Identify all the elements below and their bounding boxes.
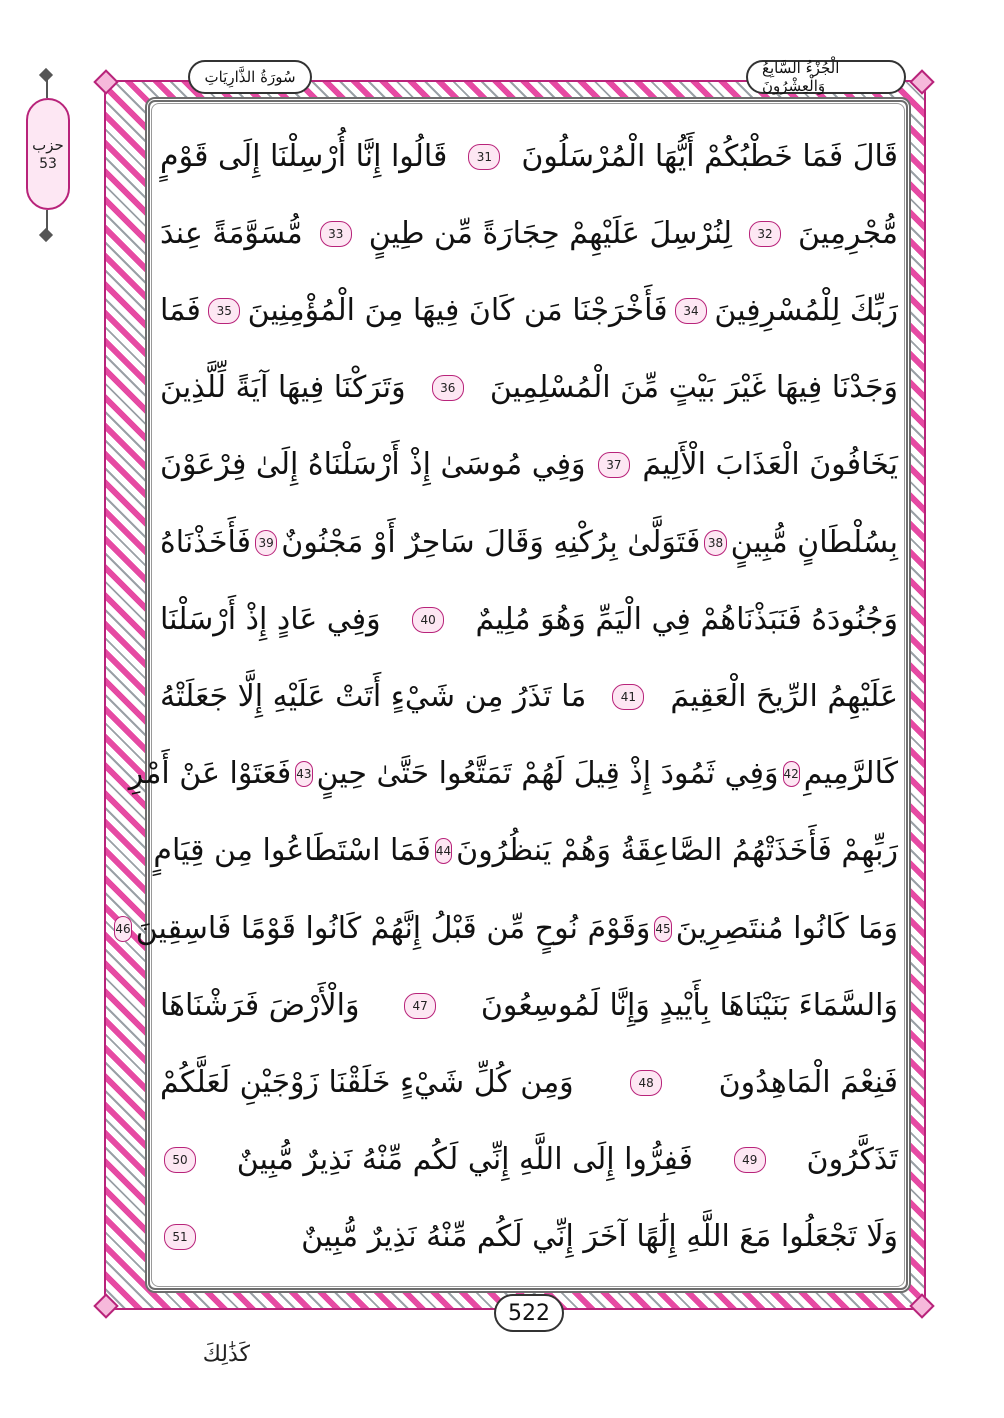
verse-text: وَمَا كَانُوا مُنتَصِرِينَ bbox=[675, 910, 898, 946]
ayah-number-marker: 31 bbox=[468, 144, 500, 170]
ayah-number-marker: 35 bbox=[208, 298, 240, 324]
hizb-label: حزب bbox=[32, 136, 64, 154]
text-line bbox=[128, 746, 898, 802]
verse-text: فَعَتَوْا عَنْ أَمْرِ bbox=[128, 756, 292, 792]
ayah-number-marker: 44 bbox=[435, 838, 452, 864]
ayah-number-marker: 40 bbox=[412, 607, 444, 633]
verse-text: رَبِّهِمْ فَأَخَذَتْهُمُ الصَّاعِقَةُ وَهُمْ يَنظُرُونَ bbox=[456, 833, 898, 869]
verse-text: وَتَرَكْنَا فِيهَا آيَةً لِّلَّذِينَ bbox=[160, 370, 406, 406]
quran-text bbox=[115, 118, 898, 1276]
verse-text: فَنِعْمَ الْمَاهِدُونَ bbox=[718, 1065, 898, 1100]
ayah-number-marker: 46 bbox=[114, 916, 131, 942]
verse-text: فَمَا اسْتَطَاعُوا مِن قِيَامٍ bbox=[153, 833, 431, 869]
ayah-number-marker: 43 bbox=[295, 761, 312, 787]
ayah-number-marker: 37 bbox=[598, 452, 630, 478]
juz-name-header: الْجُزْءُ السَّابِعُ وَالْعِشْرُونَ bbox=[746, 60, 906, 94]
ayah-number-marker: 32 bbox=[749, 221, 781, 247]
verse-text: فَمَا bbox=[160, 293, 201, 328]
hizb-marker bbox=[26, 98, 70, 210]
ayah-number-marker: 48 bbox=[630, 1070, 662, 1096]
verse-text: مُّجْرِمِينَ bbox=[798, 215, 898, 251]
verse-text: مُّسَوَّمَةً عِندَ bbox=[160, 215, 303, 251]
text-line bbox=[160, 283, 898, 339]
verse-text: وَمِن كُلِّ شَيْءٍ خَلَقْنَا زَوْجَيْنِ لَعَلَّكُمْ bbox=[160, 1065, 574, 1100]
ayah-number-marker: 49 bbox=[734, 1147, 766, 1173]
ayah-number-marker: 50 bbox=[164, 1147, 196, 1173]
verse-text: وَفِي عَادٍ إِذْ أَرْسَلْنَا bbox=[160, 601, 381, 637]
verse-text: وَالْأَرْضَ فَرَشْنَاهَا bbox=[160, 987, 360, 1023]
verse-text: وَفِي ثَمُودَ إِذْ قِيلَ لَهُمْ تَمَتَّعُوا حَتَّىٰ حِينٍ bbox=[316, 756, 779, 792]
hizb-diamond-bottom bbox=[39, 228, 53, 242]
text-line bbox=[160, 1055, 898, 1111]
ayah-number-marker: 42 bbox=[783, 761, 800, 787]
text-line bbox=[153, 823, 898, 879]
verse-text: كَالرَّمِيمِ bbox=[803, 756, 898, 792]
ayah-number-marker: 51 bbox=[164, 1224, 196, 1250]
verse-text: فَأَخَذْنَاهُ bbox=[160, 524, 251, 560]
verse-text: يَخَافُونَ الْعَذَابَ الْأَلِيمَ bbox=[642, 447, 898, 483]
ayah-number-marker: 36 bbox=[432, 375, 464, 401]
hizb-diamond-top bbox=[39, 68, 53, 82]
verse-text: وَجُنُودَهُ فَنَبَذْنَاهُمْ فِي الْيَمِّ وَهُوَ مُلِيمٌ bbox=[475, 601, 898, 637]
text-line bbox=[160, 1132, 898, 1188]
text-line bbox=[160, 978, 898, 1034]
verse-text: لِنُرْسِلَ عَلَيْهِمْ حِجَارَةً مِّن طِينٍ bbox=[368, 215, 733, 251]
verse-text: عَلَيْهِمُ الرِّيحَ الْعَقِيمَ bbox=[670, 679, 898, 714]
page-number: 522 bbox=[494, 1294, 564, 1332]
text-line bbox=[160, 360, 898, 416]
surah-name-header: سُورَةُ الذَّارِيَاتِ bbox=[188, 60, 312, 94]
verse-text: وَفِي مُوسَىٰ إِذْ أَرْسَلْنَاهُ إِلَىٰ فِرْعَوْنَ bbox=[160, 447, 586, 483]
verse-text: مَا تَذَرُ مِن شَيْءٍ أَتَتْ عَلَيْهِ إِلَّا جَعَلَتْهُ bbox=[160, 679, 587, 714]
ayah-number-marker: 41 bbox=[612, 684, 644, 710]
verse-text: وَقَوْمَ نُوحٍ مِّن قَبْلُ إِنَّهُمْ كَانُوا قَوْمًا فَاسِقِينَ bbox=[135, 910, 651, 946]
text-line bbox=[160, 206, 898, 262]
ayah-number-marker: 38 bbox=[704, 530, 726, 556]
verse-text: قَالُوا إِنَّا أُرْسِلْنَا إِلَى قَوْمٍ bbox=[160, 138, 448, 174]
verse-text: تَذَكَّرُونَ bbox=[806, 1142, 898, 1178]
verse-text: فَتَوَلَّىٰ بِرُكْنِهِ وَقَالَ سَاحِرٌ أَوْ مَجْنُونٌ bbox=[281, 524, 701, 560]
text-line bbox=[160, 129, 898, 185]
text-line bbox=[115, 901, 898, 957]
text-line bbox=[160, 1209, 898, 1265]
ayah-number-marker: 45 bbox=[654, 916, 671, 942]
ayah-number-marker: 39 bbox=[255, 530, 277, 556]
text-line bbox=[160, 592, 898, 648]
verse-text: قَالَ فَمَا خَطْبُكُمْ أَيُّهَا الْمُرْسَلُونَ bbox=[521, 138, 898, 174]
ayah-number-marker: 33 bbox=[320, 221, 352, 247]
text-line bbox=[160, 515, 898, 571]
verse-text: بِسُلْطَانٍ مُّبِينٍ bbox=[730, 524, 898, 560]
catchword: كَذَٰلِكَ bbox=[202, 1342, 250, 1367]
verse-text: وَالسَّمَاءَ بَنَيْنَاهَا بِأَيْيدٍ وَإِنَّا لَمُوسِعُونَ bbox=[480, 987, 898, 1023]
verse-text: فَأَخْرَجْنَا مَن كَانَ فِيهَا مِنَ الْمُؤْمِنِينَ bbox=[247, 293, 668, 328]
hizb-number: 53 bbox=[39, 156, 57, 172]
text-line bbox=[160, 669, 898, 725]
ayah-number-marker: 34 bbox=[675, 298, 707, 324]
verse-text: رَبِّكَ لِلْمُسْرِفِينَ bbox=[714, 293, 898, 328]
verse-text: وَجَدْنَا فِيهَا غَيْرَ بَيْتٍ مِّنَ الْمُسْلِمِينَ bbox=[489, 370, 898, 406]
verse-text: فَفِرُّوا إِلَى اللَّهِ إِنِّي لَكُم مِّنْهُ نَذِيرٌ مُّبِينٌ bbox=[236, 1142, 693, 1178]
text-line bbox=[160, 437, 898, 493]
ayah-number-marker: 47 bbox=[404, 993, 436, 1019]
verse-text: وَلَا تَجْعَلُوا مَعَ اللَّهِ إِلَٰهًا آخَرَ إِنِّي لَكُم مِّنْهُ نَذِيرٌ مُّبِينٌ bbox=[301, 1219, 898, 1255]
